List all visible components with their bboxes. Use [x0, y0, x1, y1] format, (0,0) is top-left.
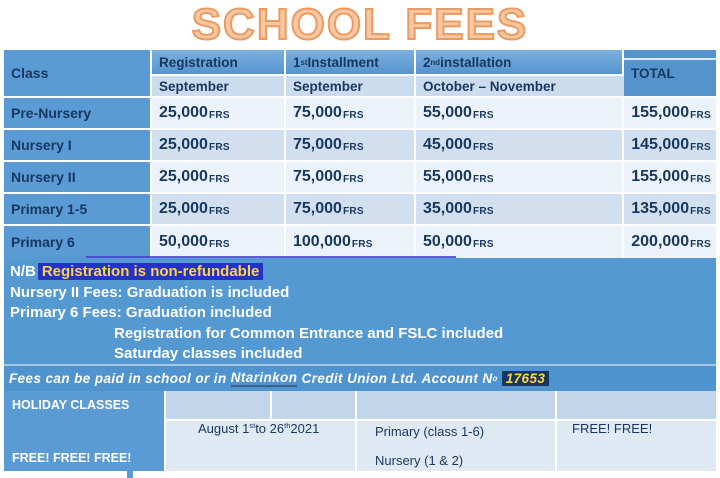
holiday-top-band: [166, 391, 716, 421]
free-label-left: FREE! FREE! FREE!: [12, 451, 132, 465]
second-installation-cell: [416, 226, 624, 258]
header-first-sup: st: [300, 57, 308, 67]
currency-suffix: FRS: [690, 173, 711, 185]
amount: 35,000: [423, 200, 472, 217]
nb-label: N/B: [10, 263, 36, 280]
fees-table-header: [4, 50, 716, 98]
registration-cell: [152, 226, 286, 258]
amount: 25,000: [159, 200, 208, 217]
note-line: Saturday classes included: [114, 345, 303, 362]
date-sup: st: [249, 421, 256, 430]
note-line: Nursery II Fees: Graduation is included: [10, 283, 290, 301]
currency-suffix: FRS: [472, 109, 494, 121]
amount: 155,000: [631, 168, 690, 185]
date-sup: th: [284, 421, 291, 430]
table-row: [4, 130, 716, 162]
amount: 145,000: [631, 136, 690, 153]
header-second-installation: [416, 50, 624, 76]
currency-suffix: FRS: [208, 173, 230, 185]
holiday-groups-cell: [357, 421, 557, 471]
holiday-free-cell: FREE! FREE!: [557, 421, 716, 471]
payment-text: Credit Union Ltd. Account N: [297, 371, 493, 386]
fees-table-body: [4, 98, 716, 258]
amount: 135,000: [631, 200, 690, 217]
first-installment-cell: [286, 98, 416, 128]
class-cell: Nursery II: [4, 162, 152, 192]
subheader-first-month: September: [286, 76, 416, 96]
header-first-base: 1: [293, 54, 301, 70]
header-first-installment: [286, 50, 416, 76]
registration-cell: [152, 162, 286, 192]
currency-suffix: FRS: [472, 173, 494, 185]
first-installment-cell: [286, 226, 416, 258]
subheader-registration-month: September: [152, 76, 286, 96]
amount: 25,000: [159, 168, 208, 185]
table-row: [4, 98, 716, 130]
holiday-classes-label: HOLIDAY CLASSES: [12, 398, 130, 412]
second-installation-cell: [416, 194, 624, 224]
registration-cell: [152, 98, 286, 128]
amount: 45,000: [423, 136, 472, 153]
currency-suffix: FRS: [351, 238, 373, 250]
amount: 75,000: [293, 136, 342, 153]
currency-suffix: FRS: [342, 205, 364, 217]
holiday-label-cell: [4, 391, 166, 471]
amount: 25,000: [159, 104, 208, 121]
currency-suffix: FRS: [690, 238, 711, 250]
cursor-artifact: [127, 470, 133, 478]
amount: 75,000: [293, 168, 342, 185]
amount: 100,000: [293, 233, 351, 250]
holiday-section: [4, 391, 716, 471]
header-second-base: 2: [423, 54, 431, 70]
page-title: SCHOOL FEES: [191, 0, 529, 49]
amount: 200,000: [631, 233, 690, 250]
highlighted-note: Registration is non-refundable: [38, 263, 264, 280]
currency-suffix: FRS: [472, 238, 494, 250]
numero-sup: o: [492, 374, 498, 383]
second-installation-cell: [416, 162, 624, 192]
currency-suffix: FRS: [342, 173, 364, 185]
first-installment-cell: [286, 194, 416, 224]
subheader-second-months: October – November: [416, 76, 624, 96]
header-second-sup: nd: [430, 57, 441, 67]
date-part: August 1: [198, 421, 250, 436]
currency-suffix: FRS: [208, 109, 230, 121]
date-part: 2021: [290, 421, 320, 436]
holiday-details: [166, 391, 716, 471]
header-registration: Registration: [152, 50, 286, 76]
second-installation-cell: [416, 130, 624, 160]
group-primary: Primary (class 1-6): [375, 424, 485, 439]
note-line-nb: [10, 262, 710, 283]
header-second-rest: installation: [440, 54, 512, 70]
account-number: 17653: [502, 371, 550, 386]
notes-band: [4, 258, 716, 364]
class-cell: Primary 1-5: [4, 194, 152, 224]
note-line: Registration for Common Entrance and FSLC included: [114, 324, 504, 342]
currency-suffix: FRS: [208, 238, 230, 250]
total-cell: [624, 226, 716, 258]
total-cell: [624, 98, 716, 128]
amount: 155,000: [631, 104, 690, 121]
amount: 50,000: [159, 233, 208, 250]
currency-suffix: FRS: [208, 141, 230, 153]
currency-suffix: FRS: [342, 109, 364, 121]
total-cell: [624, 162, 716, 192]
amount: 50,000: [423, 233, 472, 250]
registration-cell: [152, 194, 286, 224]
class-cell: Primary 6: [4, 226, 152, 258]
empty-cell: [272, 391, 357, 419]
currency-suffix: FRS: [690, 109, 711, 121]
amount: 55,000: [423, 104, 472, 121]
header-class: Class: [4, 50, 152, 96]
total-cell: [624, 130, 716, 160]
currency-suffix: FRS: [472, 141, 494, 153]
payment-bank-name: Ntarinkon: [230, 370, 298, 385]
class-cell: Nursery I: [4, 130, 152, 160]
header-total: TOTAL: [624, 50, 716, 96]
currency-suffix: FRS: [690, 205, 711, 217]
amount: 75,000: [293, 104, 342, 121]
empty-cell: [357, 391, 557, 419]
header-first-rest: Installment: [307, 54, 379, 70]
first-installment-cell: [286, 130, 416, 160]
table-row: [4, 194, 716, 226]
class-cell: Pre-Nursery: [4, 98, 152, 128]
note-line: Primary 6 Fees: Graduation included: [10, 304, 272, 321]
date-part: to 26: [255, 421, 285, 436]
amount: 55,000: [423, 168, 472, 185]
group-nursery: Nursery (1 & 2): [375, 453, 464, 468]
payment-text: Fees can be paid in school or in: [9, 371, 231, 386]
currency-suffix: FRS: [472, 205, 494, 217]
holiday-dates-cell: [166, 421, 357, 471]
second-installation-cell: [416, 98, 624, 128]
empty-cell: [166, 391, 272, 419]
total-cell: [624, 194, 716, 224]
table-row: [4, 226, 716, 258]
currency-suffix: FRS: [208, 205, 230, 217]
holiday-bottom-band: [166, 421, 716, 471]
registration-cell: [152, 130, 286, 160]
border-artifact-line: [86, 256, 456, 258]
payment-band: [4, 364, 716, 391]
table-row: [4, 162, 716, 194]
first-installment-cell: [286, 162, 416, 192]
currency-suffix: FRS: [690, 141, 711, 153]
amount: 75,000: [293, 200, 342, 217]
currency-suffix: FRS: [342, 141, 364, 153]
empty-cell: [557, 391, 716, 419]
amount: 25,000: [159, 136, 208, 153]
